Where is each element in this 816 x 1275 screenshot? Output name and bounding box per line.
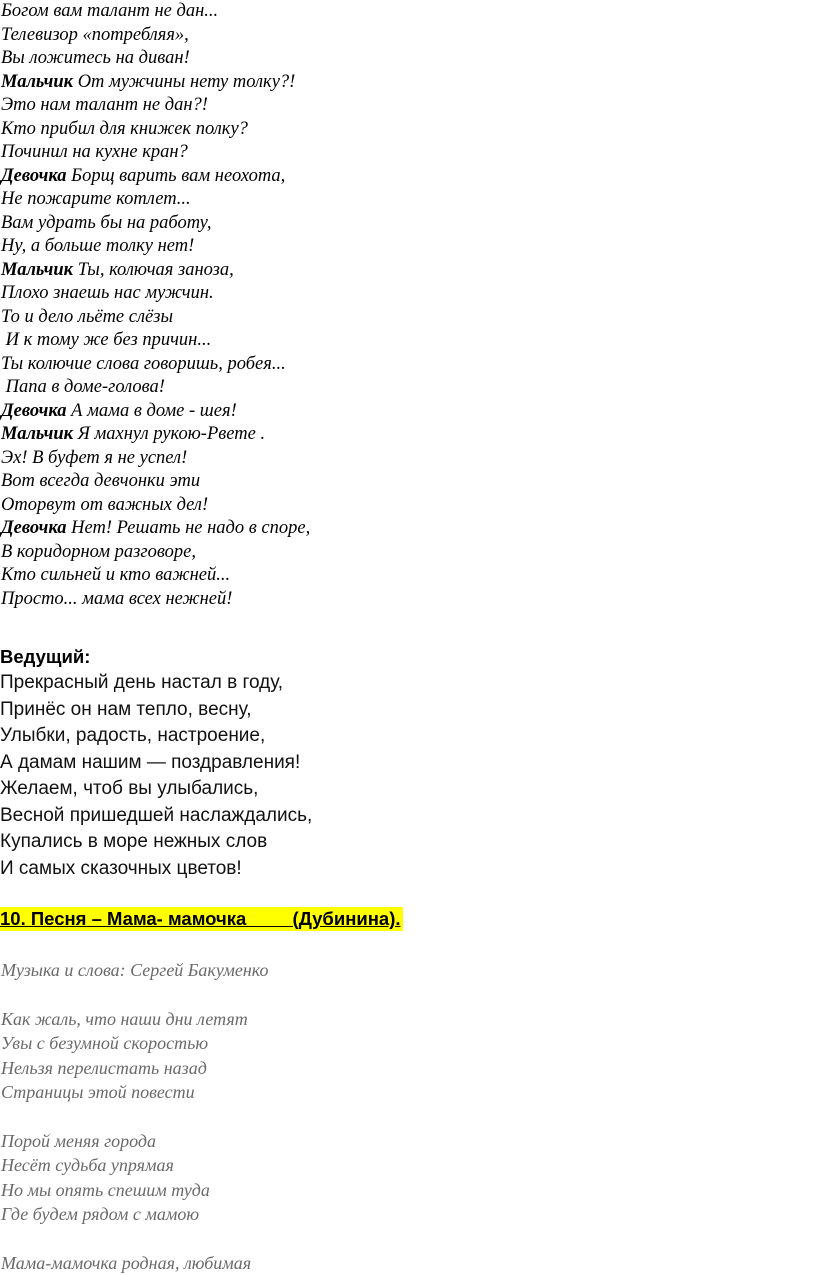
poem-line [1,71,310,95]
speaker-name: Девочка [1,518,67,538]
speaker-name: Мальчик [1,71,74,92]
lyric-line: Несёт судьба упрямая [1,1155,174,1176]
poem-line [1,588,310,612]
poem-line-text: Нет! Решать не надо в споре, [66,518,311,538]
poem-line-text: Я махнул рукою-Рвете . [73,424,266,444]
host-line: Принёс он нам тепло, весну, [0,698,252,720]
poem-line [1,447,310,471]
speaker-name: Девочка [1,165,67,186]
poem-line-text: Эх! В буфет я не успел! [1,447,188,468]
stanza-gap [1,1226,269,1250]
poem-line [1,306,310,330]
poem-line [1,94,310,118]
lyric-line: Увы с безумной скоростью [1,1033,209,1054]
poem-line-text: Борщ варить вам неохота, [66,165,286,186]
poem-line [1,141,310,165]
stanza-gap [1,982,269,1006]
poem-line [1,47,310,71]
song-lyrics [1,958,269,1275]
poem-line [1,470,310,494]
poem-line-text: И к тому же без причин... [1,330,212,350]
poem-line [1,423,310,447]
lyric-line: Как жаль, что наши дни летят [1,1008,248,1029]
poem-line-text: Это нам талант не дан?! [1,95,208,115]
poem-line [1,282,310,306]
host-line: А дамам нашим — поздравления! [0,751,301,773]
poem-line [1,376,310,400]
lyric-line: Страницы этой повести [1,1081,195,1102]
speaker-name: Мальчик [1,424,74,444]
lyric-line: Порой меняя города [1,1130,157,1151]
poem-line-text: В коридорном разговоре, [1,541,196,562]
poem-line-text: Вы ложитесь на диван! [1,48,190,68]
poem-line [1,165,310,189]
poem-line [1,118,310,142]
poem-line-text: Телевизор «потребляя», [1,24,189,45]
poem-line-text: Ты колючие слова говоришь, робея... [1,353,286,374]
poem-line [1,400,310,424]
poem-line-text: Вот всегда девчонки эти [1,471,201,491]
poem-line-text: Починил на кухне кран? [1,142,188,162]
host-line: Весной пришедшей наслаждались, [0,804,313,826]
host-line: Купались в море нежных слов [0,831,268,852]
lyric-line: Нельзя перелистать назад [1,1057,207,1078]
poem-line-text: А мама в доме - шея! [66,400,237,421]
host-line: И самых сказочных цветов! [0,857,242,879]
poem-line-text: Кто прибил для книжек полку? [1,118,248,139]
lyric-line: Но мы опять спешим туда [1,1179,210,1200]
poem-line-text: Вам удрать бы на работу, [1,212,212,233]
poem-line-text: Кто сильней и кто важней... [1,565,231,585]
poem-line [1,212,310,236]
poem-line-text: Просто... мама всех нежней! [1,588,233,609]
poem-line [1,24,310,48]
poem-line-text: Оторвут от важных дел! [1,494,209,515]
poem-line [1,0,310,24]
host-line: Прекрасный день настал в году, [0,672,284,693]
host-line: Желаем, чтоб вы улыбались, [0,778,259,799]
poem-line [1,564,310,588]
poem-line-text: Папа в доме-голова! [1,377,165,397]
poem-line [1,188,310,212]
poem-line [1,541,310,565]
stanza-gap [1,1104,269,1128]
dialogue-poem [1,0,310,611]
song-credits: Музыка и слова: Сергей Бакуменко [1,960,269,980]
poem-line [1,517,310,541]
host-line: Улыбки, радость, настроение, [0,725,266,746]
lyric-line: Мама-мамочка родная, любимая [1,1252,252,1273]
speaker-name: Девочка [1,400,67,421]
host-label: Ведущий: [0,646,91,667]
poem-line-text: Ну, а больше толку нет! [1,236,195,256]
speaker-name: Мальчик [1,259,74,280]
poem-line-text: Плохо знаешь нас мужчин. [1,283,214,303]
host-verse [0,670,312,882]
poem-line [1,329,310,353]
poem-line-text: От мужчины нету толку?! [73,71,296,92]
poem-line-text: Богом вам талант не дан... [1,1,219,21]
song-title: 10. Песня – Мама- мамочка (Дубинина). [0,908,401,929]
poem-line [1,353,310,377]
poem-line [1,494,310,518]
poem-line-text: Ты, колючая заноза, [73,259,234,280]
poem-line [1,259,310,283]
lyric-line: Где будем рядом с мамою [1,1203,200,1224]
poem-line-text: То и дело льёте слёзы [1,306,174,327]
poem-line-text: Не пожарите котлет... [1,189,191,209]
poem-line [1,235,310,259]
